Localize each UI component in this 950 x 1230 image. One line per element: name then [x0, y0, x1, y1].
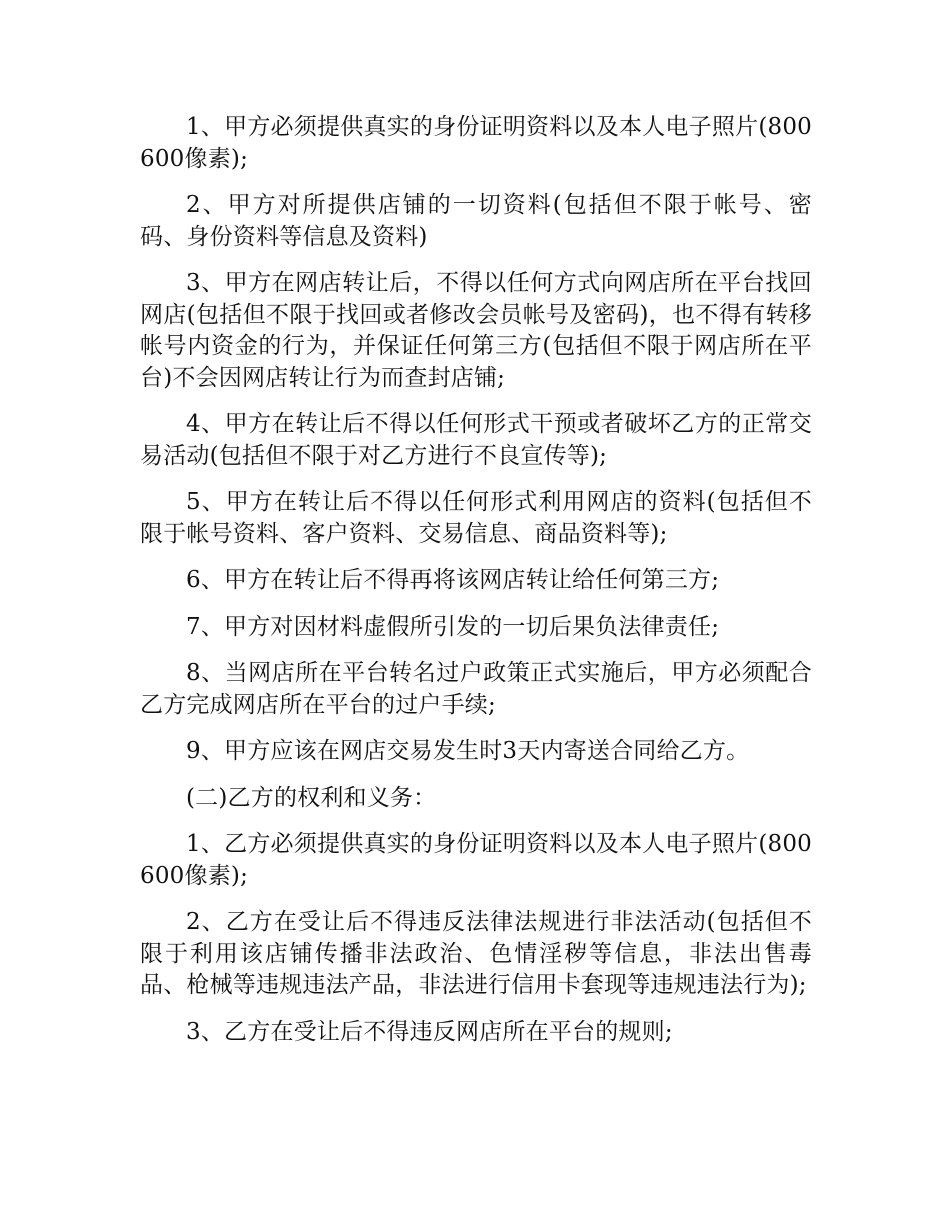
clause-a-2: 2、甲方对所提供店铺的一切资料(包括但不限于帐号、密码、身份资料等信息及资料)	[140, 192, 812, 250]
clause-b-2: 2、乙方在受让后不得违反法律法规进行非法活动(包括但不限于利用该店铺传播非法政治、色情淫秽等信息，非法出售毒品、枪械等违规违法产品，非法进行信用卡套现等违规违法行为);	[140, 909, 812, 998]
clause-a-1: 1、甲方必须提供真实的身份证明资料以及本人电子照片(800600像素);	[140, 114, 812, 172]
clause-a-8: 8、当网店所在平台转名过户政策正式实施后，甲方必须配合乙方完成网店所在平台的过户手续;	[140, 660, 812, 718]
clause-b-1: 1、乙方必须提供真实的身份证明资料以及本人电子照片(800600像素);	[140, 831, 812, 889]
clause-a-6: 6、甲方在转让后不得再将该网店转让给任何第三方;	[186, 567, 720, 593]
clause-a-4: 4、甲方在转让后不得以任何形式干预或者破坏乙方的正常交易活动(包括但不限于对乙方进行不良宣传等);	[140, 411, 812, 469]
clause-b-3: 3、乙方在受让后不得违反网店所在平台的规则;	[186, 1018, 673, 1045]
clause-a-9: 9、甲方应该在网店交易发生时3天内寄送合同给乙方。	[186, 738, 750, 764]
clause-a-3: 3、甲方在网店转让后，不得以任何方式向网店所在平台找回网店(包括但不限于找回或者修改会员帐号及密码)，也不得有转移帐号内资金的行为，并保证任何第三方(包括但不限于网店所在平台)不会因网店转让行为而查封店铺;	[140, 270, 812, 391]
clause-a-5: 5、甲方在转让后不得以任何形式利用网店的资料(包括但不限于帐号资料、客户资料、交易信息、商品资料等);	[140, 489, 812, 547]
section-heading-party-b: (二)乙方的权利和义务：	[186, 784, 437, 811]
document-body	[140, 112, 812, 1063]
clause-a-7: 7、甲方对因材料虚假所引发的一切后果负法律责任;	[186, 613, 720, 640]
